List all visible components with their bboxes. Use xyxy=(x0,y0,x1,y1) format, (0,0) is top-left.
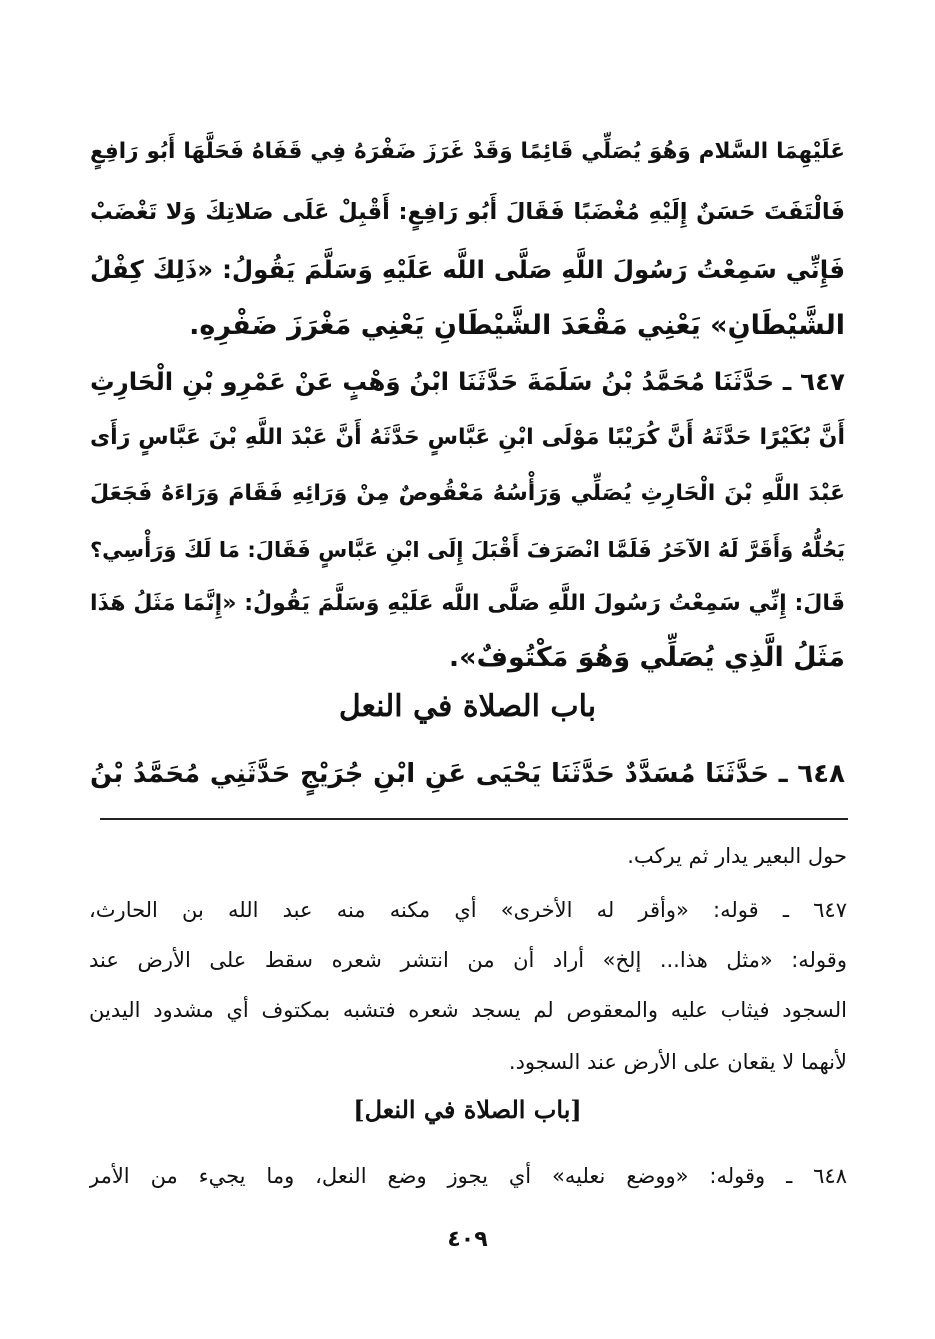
main-text-line: الشَّيْطَانِ» يَعْنِي مَقْعَدَ الشَّيْطَانِ يَعْنِي مَغْرَزَ ضَفْرِهِ. xyxy=(189,310,845,341)
commentary-line: السجود فيثاب عليه والمعقوص لم يسجد شعره فتشبه بمكتوف أي مشدود اليدين xyxy=(89,998,847,1022)
main-text-line: عَبْدَ اللَّهِ بْنَ الْحَارِثِ يُصَلِّي وَرَأْسُهُ مَعْقُوصٌ مِنْ وَرَائِهِ فَقَامَ وَرَاءَهُ فَجَعَلَ xyxy=(90,481,845,506)
main-text-line: يَحُلُّهُ وَأَقَرَّ لَهُ الآخَرُ فَلَمَّا انْصَرَفَ أَقْبَلَ إِلَى ابْنِ عَبَّاسٍ فَقَالَ: مَا لَكَ وَرَأْسِي؟ xyxy=(90,538,845,562)
commentary-chapter-title: [باب الصلاة في النعل] xyxy=(353,1095,582,1124)
commentary-line: ٦٤٧ ـ قوله: «وأقر له الأخرى» أي مكنه منه عبد الله بن الحارث، xyxy=(89,898,847,922)
commentary-line: لأنهما لا يقعان على الأرض عند السجود. xyxy=(508,1050,847,1074)
page-number: ٤٠٩ xyxy=(447,1227,488,1252)
chapter-title: باب الصلاة في النعل xyxy=(338,689,597,724)
main-text-line: قَالَ: إِنِّي سَمِعْتُ رَسُولَ اللَّهِ صَلَّى اللَّه عَلَيْهِ وَسَلَّمَ يَقُولُ: «إِنَّمَا مَثَلُ هَذَا xyxy=(90,591,845,616)
hadith-648-line: ٦٤٨ ـ حَدَّثَنَا مُسَدَّدٌ حَدَّثَنَا يَحْيَى عَنِ ابْنِ جُرَيْجٍ حَدَّثَنِي مُحَمَّدُ بْنُ xyxy=(90,759,845,789)
commentary-line: ٦٤٨ ـ وقوله: «ووضع نعليه» أي يجوز وضع النعل، وما يجيء من الأمر xyxy=(89,1164,847,1188)
main-text-line: عَلَيْهِمَا السَّلام وَهُوَ يُصَلِّي قَائِمًا وَقَدْ غَرَزَ ضَفْرَهُ فِي قَفَاهُ فَحَلَّهَا أَبُو رَافِعٍ xyxy=(90,139,845,164)
footnote-divider xyxy=(100,818,848,820)
main-text-line: أَنَّ بُكَيْرًا حَدَّثَهُ أَنَّ كُرَيْبًا مَوْلَى ابْنِ عَبَّاسٍ حَدَّثَهُ أَنَّ عَبْدَ اللَّهِ بْنَ عَبَّاسٍ رَأَى xyxy=(90,425,845,450)
commentary-line: وقوله: «مثل هذا... إلخ» أراد أن من انتشر شعره سقط على الأرض عند xyxy=(89,948,847,972)
commentary-line: حول البعير يدار ثم يركب. xyxy=(627,844,847,868)
main-text-line: مَثَلُ الَّذِي يُصَلِّي وَهُوَ مَكْتُوفٌ». xyxy=(448,642,845,673)
main-text-line: فَإِنِّي سَمِعْتُ رَسُولَ اللَّهِ صَلَّى اللَّه عَلَيْهِ وَسَلَّمَ يَقُولُ: «ذَلِكَ كِفْلُ xyxy=(90,255,845,284)
main-text-line: فَالْتَفَتَ حَسَنٌ إِلَيْهِ مُغْضَبًا فَقَالَ أَبُو رَافِعٍ: أَقْبِلْ عَلَى صَلاتِكَ وَلا تَغْضَبْ xyxy=(90,199,845,225)
hadith-647-line: ٦٤٧ ـ حَدَّثَنَا مُحَمَّدُ بْنُ سَلَمَةَ حَدَّثَنَا ابْنُ وَهْبٍ عَنْ عَمْرِو بْنِ الْحَارِثِ xyxy=(90,367,845,396)
